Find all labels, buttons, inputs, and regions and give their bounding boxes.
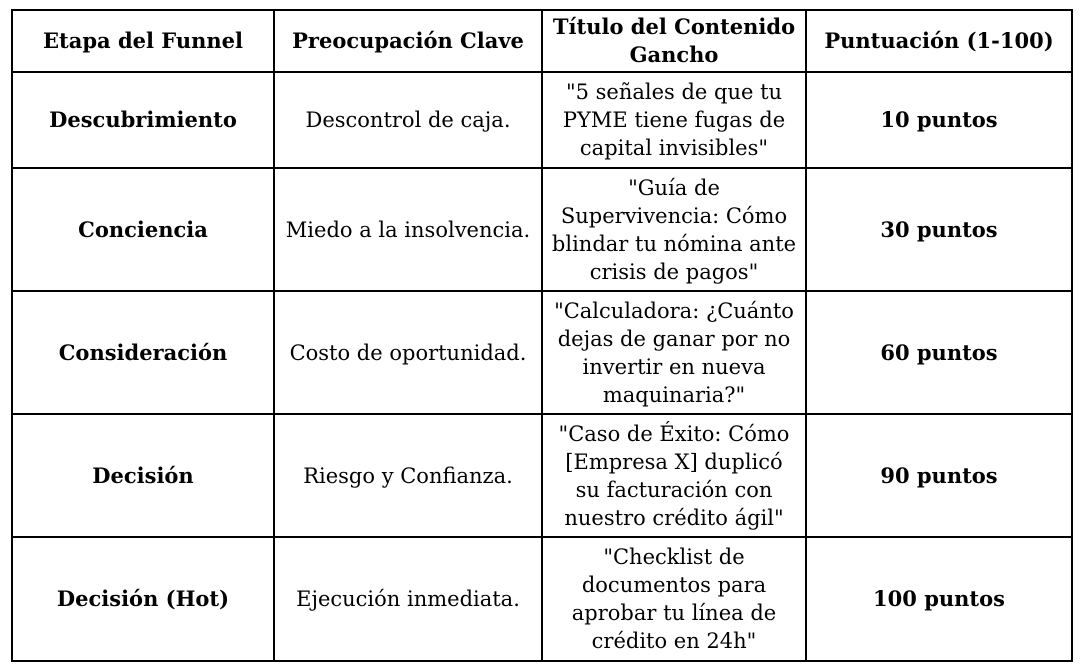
concern-cell: Ejecución inmediata. bbox=[274, 537, 542, 661]
stage-cell: Conciencia bbox=[12, 168, 274, 291]
score-cell: 90 puntos bbox=[806, 414, 1072, 537]
stage-cell: Decisión (Hot) bbox=[12, 537, 274, 661]
stage-cell: Decisión bbox=[12, 414, 274, 537]
stage-cell: Consideración bbox=[12, 291, 274, 414]
table-header-row bbox=[12, 10, 1072, 72]
hook-title-cell: "Calculadora: ¿Cuánto dejas de ganar por no invertir en nueva maquinaria?" bbox=[542, 291, 806, 414]
header-stage: Etapa del Funnel bbox=[12, 10, 274, 72]
header-concern: Preocupación Clave bbox=[274, 10, 542, 72]
concern-cell: Riesgo y Confianza. bbox=[274, 414, 542, 537]
table-row bbox=[12, 414, 1072, 537]
score-cell: 60 puntos bbox=[806, 291, 1072, 414]
score-cell: 30 puntos bbox=[806, 168, 1072, 291]
hook-title-cell: "Checklist de documentos para aprobar tu línea de crédito en 24h" bbox=[542, 537, 806, 661]
header-hook-title: Título del Contenido Gancho bbox=[542, 10, 806, 72]
score-cell: 100 puntos bbox=[806, 537, 1072, 661]
stage-cell: Descubrimiento bbox=[12, 72, 274, 168]
funnel-table bbox=[11, 9, 1073, 662]
table-row bbox=[12, 168, 1072, 291]
concern-cell: Miedo a la insolvencia. bbox=[274, 168, 542, 291]
concern-cell: Descontrol de caja. bbox=[274, 72, 542, 168]
score-cell: 10 puntos bbox=[806, 72, 1072, 168]
hook-title-cell: "Guía de Supervivencia: Cómo blindar tu nómina ante crisis de pagos" bbox=[542, 168, 806, 291]
hook-title-cell: "5 señales de que tu PYME tiene fugas de capital invisibles" bbox=[542, 72, 806, 168]
concern-cell: Costo de oportunidad. bbox=[274, 291, 542, 414]
header-score: Puntuación (1-100) bbox=[806, 10, 1072, 72]
table-row bbox=[12, 537, 1072, 661]
table-row bbox=[12, 72, 1072, 168]
hook-title-cell: "Caso de Éxito: Cómo [Empresa X] duplicó su facturación con nuestro crédito ágil" bbox=[542, 414, 806, 537]
table-row bbox=[12, 291, 1072, 414]
